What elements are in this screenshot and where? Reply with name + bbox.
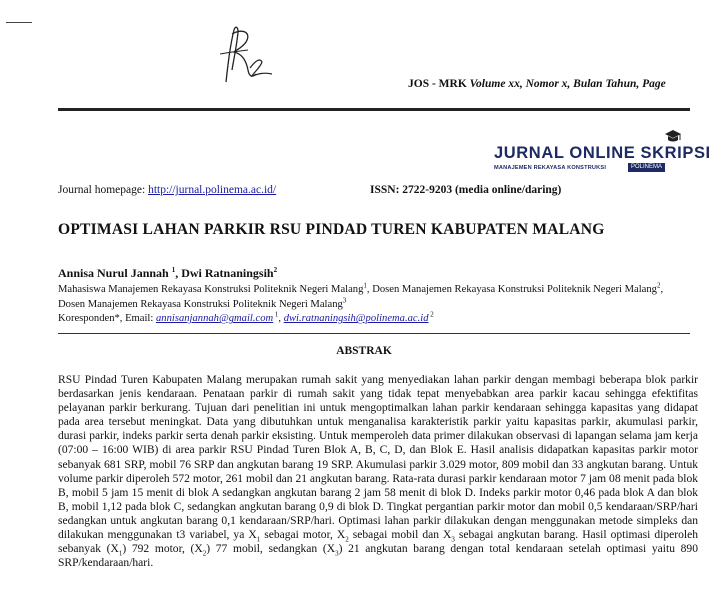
- affiliations: Mahasiswa Manajemen Rekayasa Konstruksi Politeknik Negeri Malang$^1$, Dosen Manajemen Rekayasa Konstruksi Politeknik Negeri Malang$^2$, Dosen Manajemen Rekayasa Konstruksi Politeknik Negeri Malang$^3$ Koresponden*, Email: annisanjannah@gmail.com $^1$, dwi.ratnaningsih@polinema.ac.id $^2$: [58, 281, 664, 325]
- issn: ISSN: 2722-9203 (media online/daring): [370, 184, 562, 196]
- corner-dash: [6, 22, 32, 23]
- email-link-1[interactable]: annisanjannah@gmail.com: [155, 313, 274, 325]
- header-rule: [58, 108, 690, 111]
- email-link-2[interactable]: dwi.ratnaningsih@polinema.ac.id: [283, 313, 429, 325]
- journal-volume-info: JOS - MRK Volume xx, Nomor x, Bulan Tahun, Page: [408, 78, 666, 90]
- logo-subtitle: MANAJEMEN REKAYASA KONSTRUKSI: [494, 165, 607, 171]
- abstract-heading: ABSTRAK: [336, 345, 392, 357]
- signature-image: [212, 24, 276, 86]
- graduation-cap-icon: [664, 128, 682, 144]
- logo-badge: POLINEMA: [628, 163, 665, 172]
- section-rule: [58, 333, 690, 334]
- homepage-row: [58, 184, 698, 196]
- abstract-text: RSU Pindad Turen Kabupaten Malang merupakan rumah sakit yang menyediakan lahan parkir dengan membagi beberapa blok parkir berdasarkan jenis kendaraan. Penataan parkir di rumah sakit yang tidak tepat menyebabkan area parkir kacau sehingga efektifitas pelayanan parkir berkurang. Tujuan dari penelitian ini untuk mengoptimalkan lahan parkir kendaraan sehingga kapasitas yang didapat pada area tersebut meningkat. Data yang dibutuhkan untuk menganalisa karakteristik parkir yaitu kapasitas parkir, akumulasi parkir, durasi parkir, indeks parkir serta denah parkir eksisting. Untuk memperoleh data primer dilakukan observasi di lapangan selama jam kerja (07:00 – 16:00 WIB) di area parkir RSU Pindad Turen Blok A, B, C, D, dan Blok E. Hasil analisis didapatkan kapasitas parkir motor sebanyak 681 SRP, mobil 76 SRP dan angkutan barang 19 SRP. Akumulasi parkir 3.029 motor, 809 mobil dan 33 angkutan barang. Untuk volume parkir diperoleh 572 motor, 261 mobil dan 21 angkutan barang. Rata-rata durasi parkir kendaraan motor 7 jam 08 menit pada blok B, mobil 5 jam 15 menit di blok A sedangkan angkutan barang 2 jam 58 menit di blok D. Indeks parkir motor 0,46 pada blok A dan blok B, mobil 1,12 pada blok C, sedangkan angkutan barang 0,9 di blok D. Tingkat pergantian parkir motor dan mobil 0,5 kendaraan/SRP/hari sedangkan untuk angkutan barang 0,1 kendaraan/SRP/hari. Optimasi lahan parkir dilakukan dengan menggunakan metode simpleks dan dilakukan menggunakan t3 variabel, ya $X_1$ sebagai motor, $X_2$ sebagai mobil dan $X_3$ sebagai angkutan barang. Hasil optimasi diperoleh sebanyak $(X_1)$ 792 motor, $(X_2)$ 77 mobil, sedangkan $(X_3)$ 21 angkutan barang dengan total kendaraan setelah optimasi yaitu 890 SRP/kendaraan/hari.: [58, 374, 698, 570]
- correspondent-label: Koresponden*, Email:: [58, 313, 156, 325]
- homepage-link[interactable]: http://jurnal.polinema.ac.id/: [148, 184, 277, 196]
- article-title: OPTIMASI LAHAN PARKIR RSU PINDAD TUREN KABUPATEN MALANG: [58, 221, 605, 238]
- logo-title: JURNAL ONLINE SKRIPSI: [494, 144, 711, 162]
- homepage-label: Journal homepage:: [58, 184, 149, 196]
- journal-logo: [492, 128, 711, 184]
- authors: Annisa Nurul Jannah $^1$, Dwi Ratnaningsih$^2$: [58, 266, 278, 280]
